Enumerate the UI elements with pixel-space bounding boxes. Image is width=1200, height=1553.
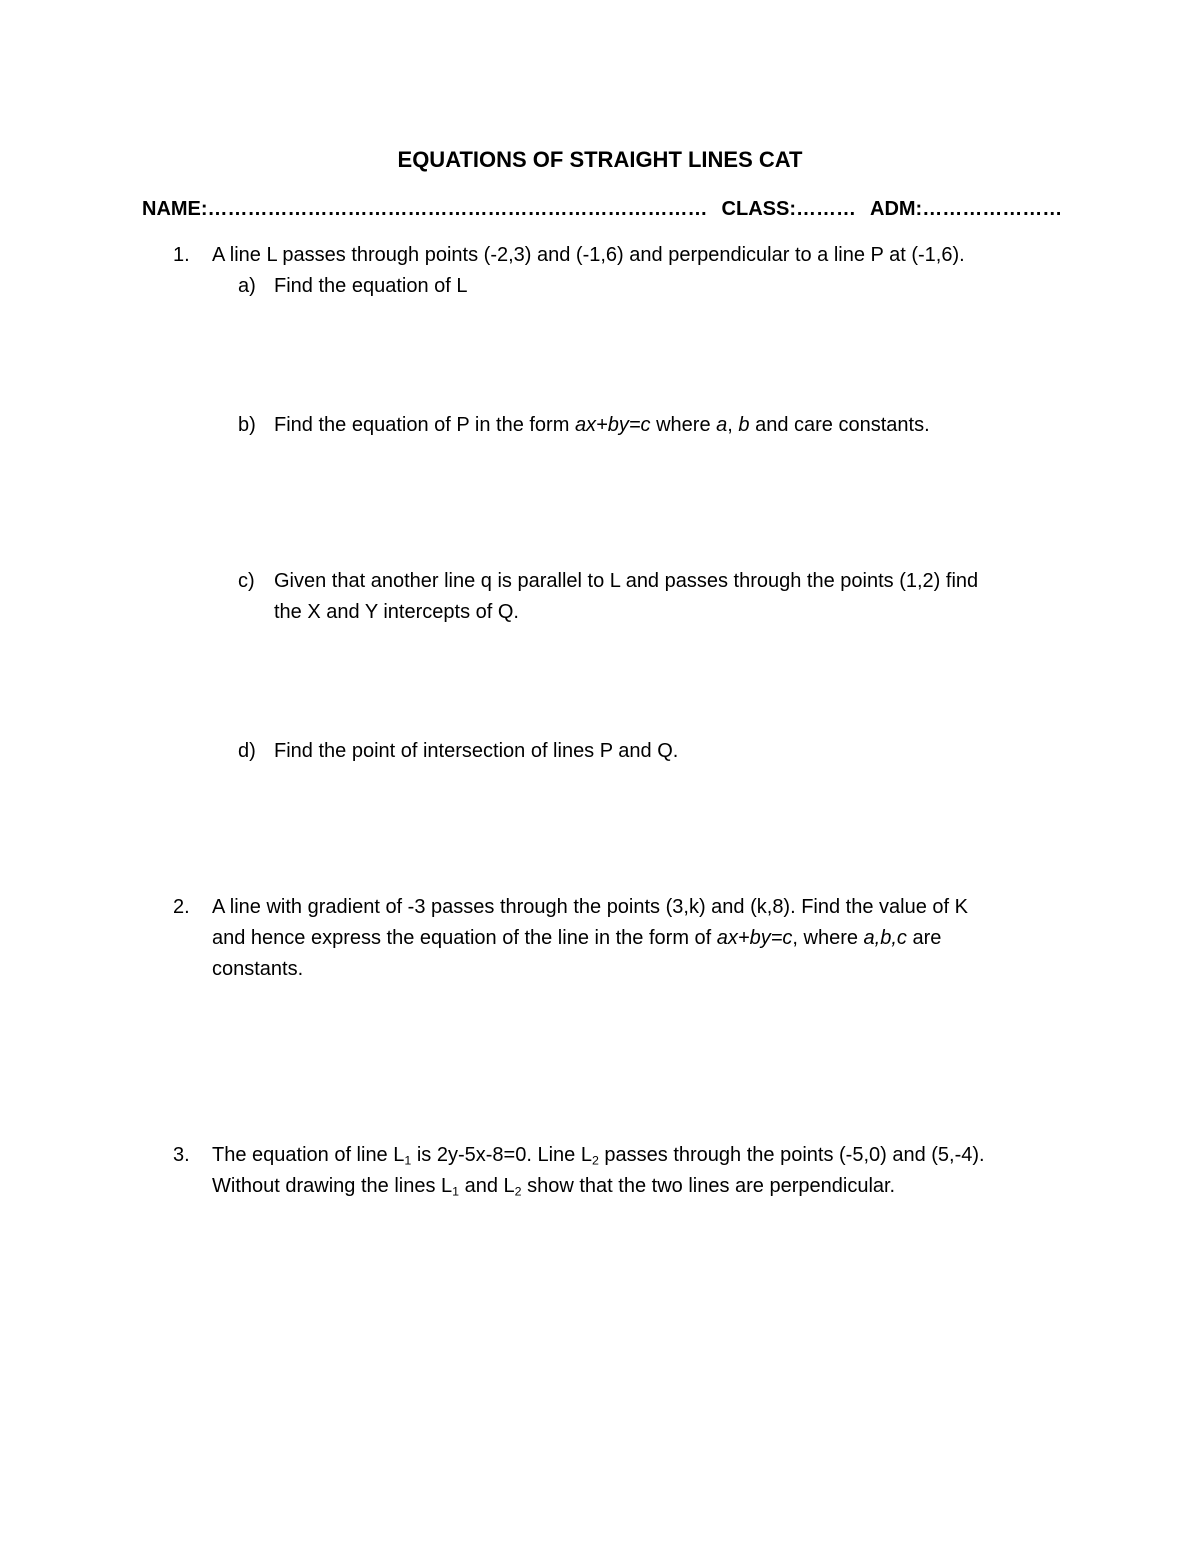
question-3-text-line-2: Without drawing the lines $L_1$ and $L_2$ show that the two lines are perpendicular. [212,1175,896,1199]
question-2-text-line-3: constants. [212,958,304,980]
name-field: NAME:………………………………………………………………… [142,198,708,220]
question-1-number: 1. [173,244,190,266]
question-1d-text: Find the point of intersection of lines P and Q. [274,740,679,762]
question-1b-label: b) [238,414,256,436]
question-1a-label: a) [238,275,256,297]
question-2-text-line-2: and hence express the equation of the line in the form of ax+by=c, where a,b,c are [212,927,942,949]
class-field: CLASS:……… [721,198,856,220]
question-1d-label: d) [238,740,256,762]
document-title: EQUATIONS OF STRAIGHT LINES CAT [397,147,803,172]
student-details-header [142,194,1076,225]
question-1c-label: c) [238,570,255,592]
question-1b-text: Find the equation of P in the form ax+by=c where a, b and care constants. [274,414,930,436]
adm-field: ADM:………………… [870,198,1063,220]
question-1-text: A line L passes through points (-2,3) and (-1,6) and perpendicular to a line P at (-1,6). [212,244,965,266]
question-1c-text-line-2: the X and Y intercepts of Q. [274,601,519,623]
question-2-text-line-1: A line with gradient of -3 passes through the points (3,k) and (k,8). Find the value of K [212,896,968,918]
question-3-number: 3. [173,1144,190,1166]
question-1c-text-line-1: Given that another line q is parallel to L and passes through the points (1,2) find [274,570,979,592]
question-1a-text: Find the equation of L [274,275,468,297]
question-2-number: 2. [173,896,190,918]
question-3-text-line-1: The equation of line $L_1$ is 2y-5x-8=0. Line $L_2$ passes through the points (-5,0) and (5,-4). [212,1144,985,1168]
